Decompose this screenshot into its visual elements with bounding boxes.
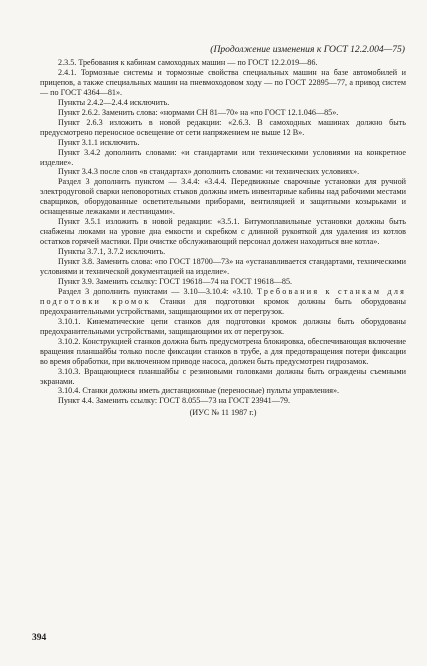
paragraph: 3.10.1. Кинематические цепи станков для подготовки кромок должны быть оборудованы предохранительными устройствами, защищающими их от перегрузок. — [40, 316, 406, 336]
paragraph: 2.4.1. Тормозные системы и тормозные свойства специальных машин на базе автомобилей и прицепов, а также специальных машин на пневмоходовом ходу — по ГОСТ 22895—77, а привод систем — по ГОСТ 4364—81». — [40, 67, 406, 97]
paragraph: Пункт 3.9. Заменить ссылку: ГОСТ 19618—74 на ГОСТ 19618—85. — [58, 276, 293, 286]
page-number: 394 — [32, 633, 47, 643]
paragraph: Пункт 3.5.1 изложить в новой редакции: «3.5.1. Битумоплавильные установки должны быть снабжены люками на уровне дна емкости и скребком с длинной рукояткой для удаления из котлов остатков горячей мастики. При очистке обслуживающий персонал должен находиться вне котла». — [40, 217, 406, 247]
paragraph: Раздел 3 дополнить пунктом — 3.4.4: «3.4.4. Передвижные сварочные установки для ручной электродуговой сварки неповоротных стыков должны иметь инвентарные кабины над рабочими местами сварщиков, оборудованные осветительными приборами, вентиляцией и защитными козырьками и оснащенные лежаками и лестницами». — [40, 177, 406, 217]
section-paragraph-lead: Раздел 3 дополнить пунктами — 3.10—3.10.4: «3.10. — [58, 286, 253, 296]
section-paragraph — [40, 287, 406, 317]
paragraph: Пункты 3.7.1, 3.7.2 исключить. — [58, 247, 166, 257]
paragraph: 2.3.5. Требования к кабинам самоходных машин — по ГОСТ 12.2.019—86. — [58, 58, 318, 67]
paragraph: Пункт 3.4.3 после слов «в стандартах» дополнить словами: «и технических условиях». — [58, 167, 360, 177]
section-title-spaced: Требования к станкам для подготовки кромок — [40, 286, 407, 306]
paragraph: Пункт 2.6.3 изложить в новой редакции: «2.6.3. В самоходных машинах должно быть предусмотрено переносное освещение от сети напряжением не выше 12 В». — [40, 117, 406, 137]
paragraph: Пункт 4.4. Заменить ссылку: ГОСТ 8.055—73 на ГОСТ 23941—79. — [58, 396, 291, 406]
paragraph: 3.10.3. Вращающиеся планшайбы с резиновыми головками должны быть ограждены съемными экранами. — [40, 366, 406, 386]
paragraph: Пункты 2.4.2—2.4.4 исключить. — [58, 97, 170, 107]
document-body — [40, 58, 406, 418]
paragraph: Пункт 3.8. Заменить слова: «по ГОСТ 18700—73» на «устанавливается стандартами, техническими условиями и технической документацией на изделие». — [40, 257, 406, 277]
paragraph: Пункт 3.4.2 дополнить словами: «и стандартами или техническими условиями на конкретное изделие». — [40, 147, 406, 167]
paragraph: 3.10.2. Конструкцией станков должна быть предусмотрена блокировка, обеспечивающая включение вращения планшайбы только после фиксации станков в трубе, а для предотвращения потери фиксации во время обработки, при включенном приводе насоса, должен быть предусмотрен гидрозамок. — [40, 336, 406, 366]
paragraph: 3.10.4. Станки должны иметь дистанционные (переносные) пульты управления». — [58, 386, 340, 396]
running-header: (Продолжение изменения к ГОСТ 12.2.004—75) — [210, 44, 405, 55]
paragraph: Пункт 3.1.1 исключить. — [58, 137, 140, 147]
paragraph: Пункт 2.6.2. Заменить слова: «нормами СН 81—70» на «по ГОСТ 12.1.046—85». — [58, 107, 339, 117]
section-paragraph-tail: Станки для подготовки кромок должны быть оборудованы предохранительными устройствами, защищающими их от перегрузок. — [40, 296, 406, 316]
source-note: (ИУС № 11 1987 г.) — [189, 408, 257, 418]
